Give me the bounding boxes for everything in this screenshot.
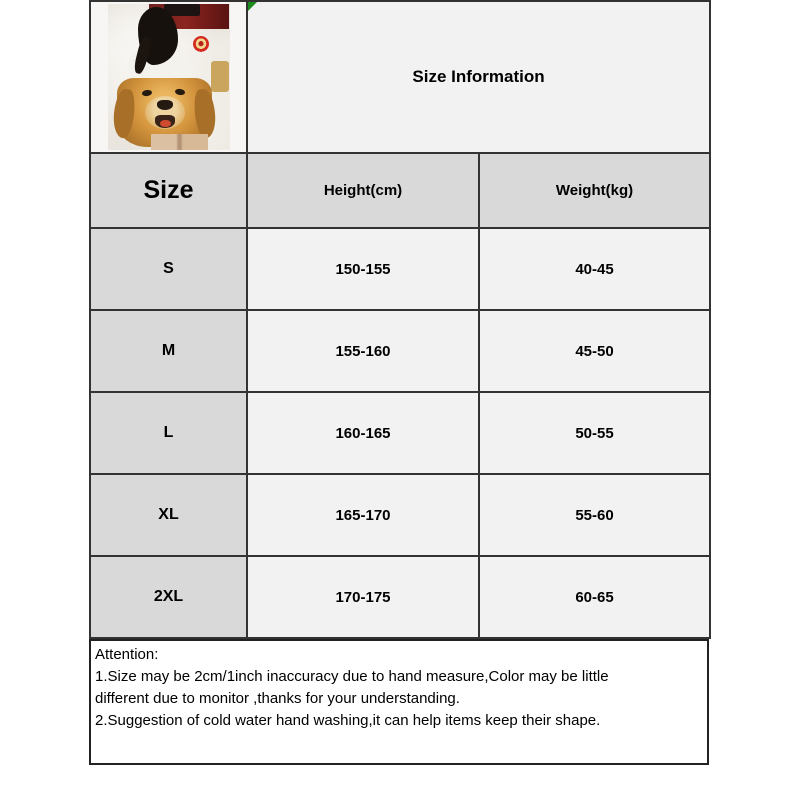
- header-size: Size: [90, 153, 247, 228]
- attention-heading: Attention:: [95, 646, 159, 663]
- weight-value: 55-60: [479, 474, 710, 556]
- product-photo: [108, 4, 230, 150]
- dog-tongue: [160, 120, 170, 128]
- size-information-title-cell: [247, 1, 710, 153]
- table-row-m: [90, 310, 710, 392]
- top-row: [90, 1, 710, 153]
- dog-ear-left: [112, 89, 137, 140]
- attention-note: [89, 639, 709, 765]
- height-value: 165-170: [247, 474, 479, 556]
- size-information-title: Size Information: [412, 67, 545, 86]
- attention-line-3: 2.Suggestion of cold water hand washing,it can help items keep their shape.: [95, 712, 601, 729]
- round-logo-icon: [193, 36, 209, 52]
- cell-corner-marker-icon: [248, 2, 257, 11]
- size-label: S: [90, 228, 247, 310]
- table-row-xl: [90, 474, 710, 556]
- attention-line-2: different due to monitor ,thanks for your understanding.: [95, 690, 460, 707]
- height-value: 150-155: [247, 228, 479, 310]
- attention-line-1: 1.Size may be 2cm/1inch inaccuracy due to hand measure,Color may be little: [95, 668, 609, 685]
- table-header-row: [90, 153, 710, 228]
- dog-eye-right: [175, 88, 186, 96]
- stool: [211, 61, 229, 92]
- product-photo-cell: [90, 1, 247, 153]
- size-label: M: [90, 310, 247, 392]
- size-label: 2XL: [90, 556, 247, 638]
- height-value: 160-165: [247, 392, 479, 474]
- weight-value: 45-50: [479, 310, 710, 392]
- size-label: XL: [90, 474, 247, 556]
- height-value: 170-175: [247, 556, 479, 638]
- table-row-s: [90, 228, 710, 310]
- weight-value: 40-45: [479, 228, 710, 310]
- weight-value: 60-65: [479, 556, 710, 638]
- size-table: [89, 0, 711, 639]
- table-row-2xl: [90, 556, 710, 638]
- person-legs: [151, 134, 207, 150]
- dog-eye-left: [142, 89, 153, 97]
- size-chart-sheet: [89, 0, 709, 765]
- header-height: Height(cm): [247, 153, 479, 228]
- header-weight: Weight(kg): [479, 153, 710, 228]
- height-value: 155-160: [247, 310, 479, 392]
- weight-value: 50-55: [479, 392, 710, 474]
- table-row-l: [90, 392, 710, 474]
- dog-ear-right: [193, 89, 218, 140]
- size-label: L: [90, 392, 247, 474]
